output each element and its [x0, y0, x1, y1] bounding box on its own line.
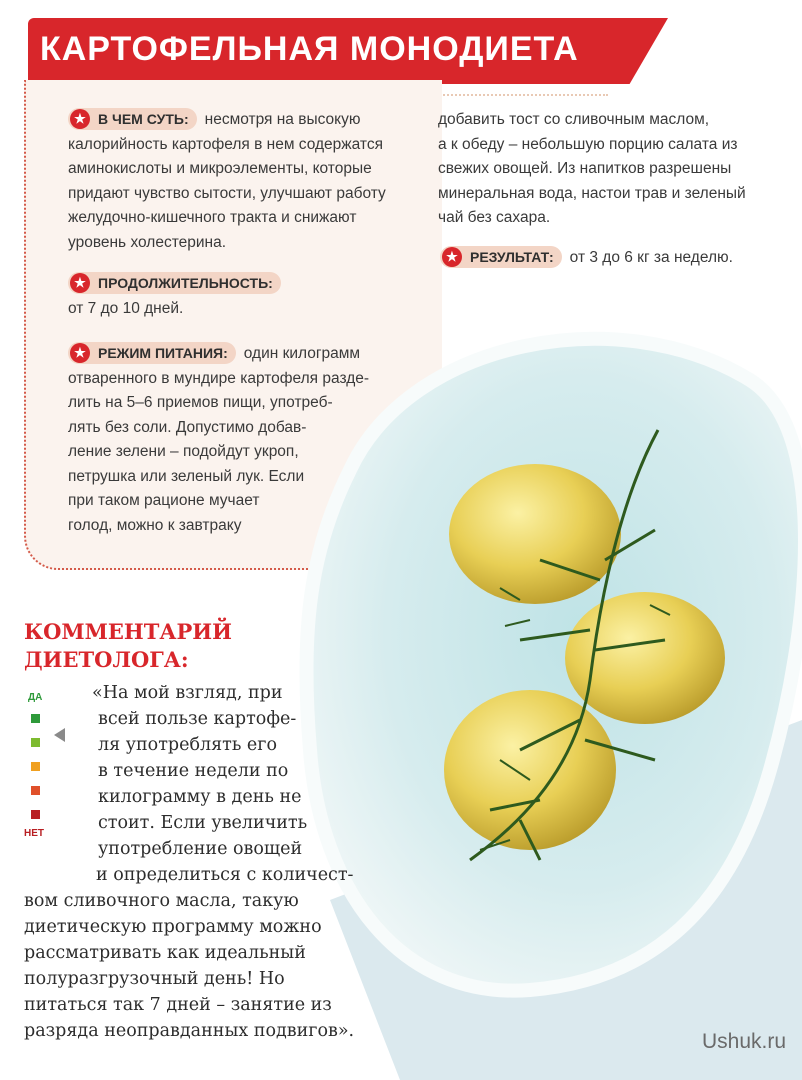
quote-line: употребление овощей: [98, 839, 303, 859]
scale-level-1: [31, 714, 40, 723]
rating-scale: [22, 692, 72, 842]
section-essence: [68, 108, 440, 255]
potato: [449, 464, 621, 604]
quote-line: диетическую программу можно: [24, 917, 322, 937]
quote-line: полуразгрузочный день! Но: [24, 969, 285, 989]
quote-line: в течение недели по: [98, 761, 289, 781]
essence-label: ★ В ЧЕМ СУТЬ:: [68, 108, 197, 130]
quote-line: и определиться с количест-: [96, 865, 354, 885]
duration-text: от 7 до 10 дней.: [68, 299, 184, 317]
scale-level-3: [31, 762, 40, 771]
duration-label: ★ ПРОДОЛЖИТЕЛЬНОСТЬ:: [68, 272, 281, 294]
section-result: [440, 246, 790, 271]
commentary-title: КОММЕНТАРИЙ ДИЕТОЛОГА:: [24, 619, 232, 672]
scale-level-2: [31, 738, 40, 747]
star-icon: ★: [70, 343, 90, 363]
result-label: ★ РЕЗУЛЬТАТ:: [440, 246, 562, 268]
quote-line: всей пользе картофе-: [98, 709, 297, 729]
scale-level-4: [31, 786, 40, 795]
regime-text: один килограмм отваренного в мундире картофеля разде- лить на 5–6 приемов пищи, употреб- лять без соли. Допустимо добав- ление зелени – подойдут укроп, петрушка или зеленый лук. Если при таком рационе мучает голод, можно к завтраку: [68, 345, 370, 534]
page-title: КАРТОФЕЛЬНАЯ МОНОДИЕТА: [40, 30, 579, 68]
potato: [444, 690, 616, 850]
star-icon: ★: [70, 109, 90, 129]
star-icon: ★: [70, 273, 90, 293]
quote-line: питаться так 7 дней – занятие из: [24, 995, 332, 1015]
scale-pointer-icon: [54, 728, 65, 742]
scale-yes-label: ДА: [28, 692, 43, 703]
quote-line: ля употреблять его: [98, 735, 277, 755]
quote-line: рассматривать как идеальный: [24, 943, 306, 963]
scale-level-5: [31, 810, 40, 819]
potato: [565, 592, 725, 724]
scale-no-label: НЕТ: [24, 828, 44, 839]
potato-plate-image: [290, 300, 802, 1080]
quote-line: разряда неоправданных подвигов».: [24, 1021, 355, 1041]
quote-line: «На мой взгляд, при: [92, 683, 283, 703]
essence-text: несмотря на высокую калорийность картофеля в нем содержатся аминокислоты и микроэлементы, которые придают чувство сытости, улучшают работу желудочно-кишечного тракта и снижают уровень холестерина.: [68, 111, 386, 251]
quote-line: килограмму в день не: [98, 787, 302, 807]
quote-line: вом сливочного масла, такую: [24, 891, 299, 911]
result-text: от 3 до 6 кг за неделю.: [569, 249, 733, 266]
watermark: Ushuk.ru: [701, 1030, 786, 1053]
star-icon: ★: [442, 247, 462, 267]
continued-text: добавить тост со сливочным маслом, а к обеду – небольшую порцию салата из свежих овощей. Из напитков разрешены минеральная вода, настои трав и зеленый чай без сахара.: [438, 111, 746, 226]
regime-label: ★ РЕЖИМ ПИТАНИЯ:: [68, 342, 236, 364]
quote-line: стоит. Если увеличить: [98, 813, 308, 833]
section-continued: [438, 108, 788, 231]
